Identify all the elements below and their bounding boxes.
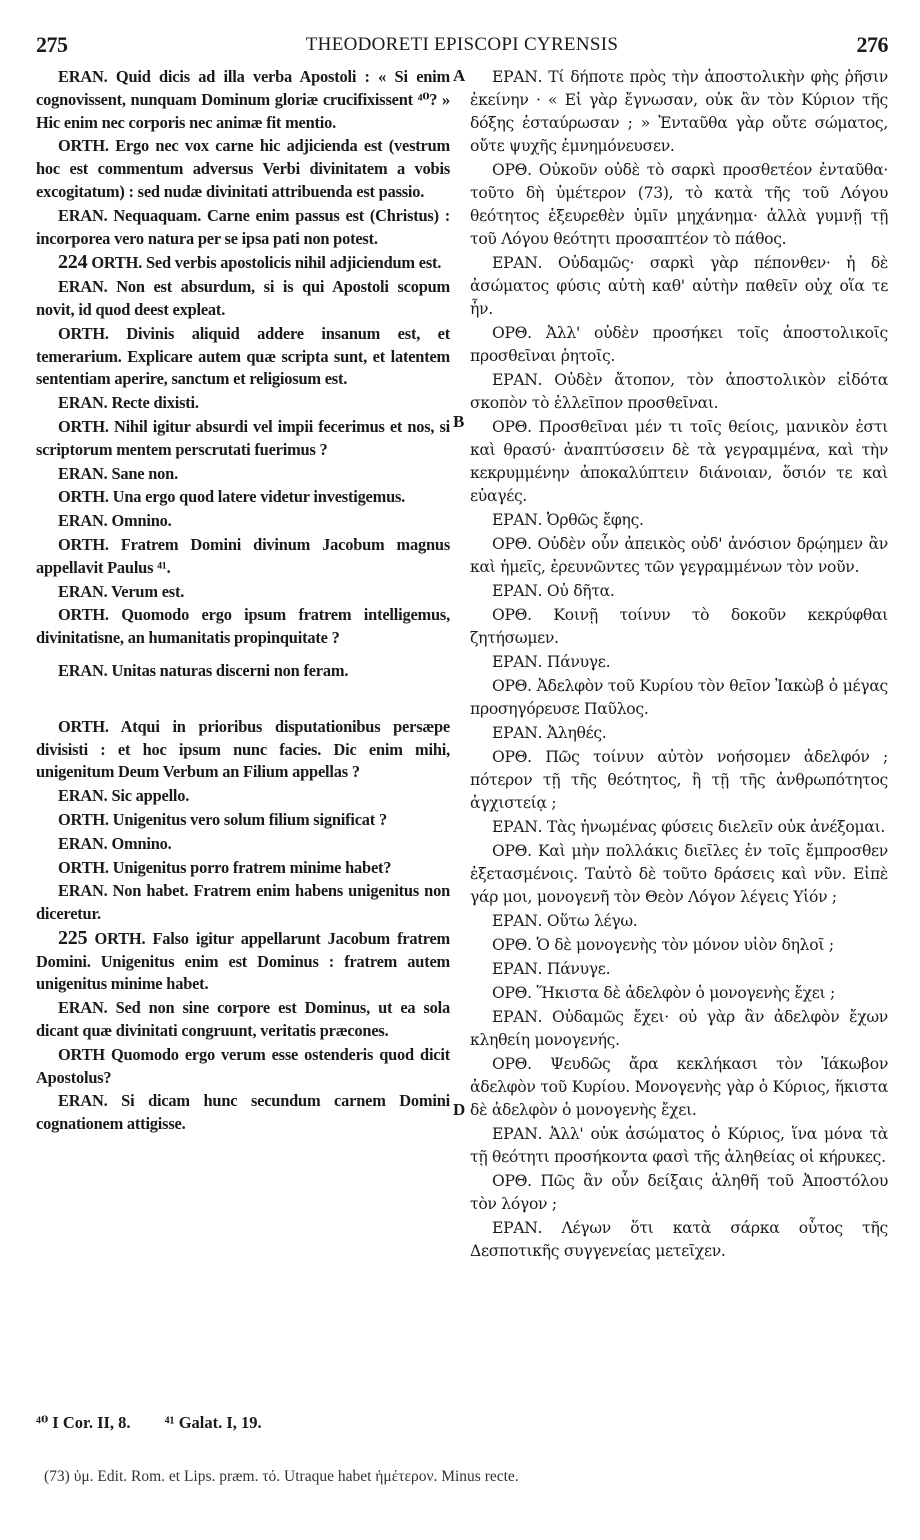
greek-para: ΟΡΘ. Κοινῇ τοίνυν τὸ δοκοῦν κεκρύφθαι ζητήσωμεν. <box>470 606 888 647</box>
greek-para: ΕΡΑΝ. Τὰς ἡνωμένας φύσεις διελεῖν οὐκ ἀνέξομαι. <box>492 818 886 836</box>
section-number: 224 <box>58 251 88 274</box>
latin-para: ORTH. Unigenitus vero solum filium significat ? <box>58 809 387 829</box>
footnotes <box>36 1413 888 1433</box>
margin-letter-d: D <box>453 1100 466 1119</box>
latin-para: ORTH. Nihil igitur absurdi vel impii fecerimus et nos, si scriptorum mentem perscrutati fuerimus ? <box>36 416 450 459</box>
greek-para: ΕΡΑΝ. Πάνυγε. <box>492 653 611 671</box>
greek-para: ΕΡΑΝ. Πάνυγε. <box>492 960 611 978</box>
latin-para: ERAN. Nequaquam. Carne enim passus est (Christus) : incorporea vero natura per se ipsa pati non potest. <box>36 205 450 248</box>
latin-para: ERAN. Recte dixisti. <box>58 393 199 413</box>
greek-column <box>470 66 888 1264</box>
latin-para <box>36 251 450 275</box>
greek-para: ΟΡΘ. Οὐδὲν οὖν ἀπεικὸς οὐδ' ἀνόσιον δρῴημεν ἂν καὶ ἡμεῖς, ἐρευνῶντες τῶν γεγραμμένων τὸν νοῦν. <box>470 535 888 576</box>
greek-para: ΕΡΑΝ. Τί δήποτε πρὸς τὴν ἀποστολικὴν φὴς ῥῆσιν ἐκείνην · « Εἰ γὰρ ἔγνωσαν, οὐκ ἂν τὸν Κύριον τῆς δόξης ἐσταύρωσαν ; » Ἐνταῦθα γὰρ οὔτε σώματος, οὔτε ψυχῆς ἐμνημόνευσεν. <box>470 68 888 155</box>
greek-para: ΕΡΑΝ. Οὐδὲν ἄτοπον, τὸν ἀποστολικὸν εἰδότα σκοπὸν τὸ ἐλλεῖπον προσθεῖναι. <box>470 371 888 412</box>
latin-para: ERAN. Omnino. <box>58 511 172 531</box>
greek-para: ΕΡΑΝ. Οὕτω λέγω. <box>492 912 638 930</box>
footnote: ⁴⁰ I Cor. II, 8. <box>36 1413 131 1432</box>
latin-para: ERAN. Sane non. <box>58 463 178 483</box>
running-title: THEODORETI EPISCOPI CYRENSIS <box>305 34 619 55</box>
left-page-number: 275 <box>36 32 68 57</box>
greek-para: ΕΡΑΝ. Ὀρθῶς ἔφης. <box>492 511 644 529</box>
latin-para: ORTH. Una ergo quod latere videtur investigemus. <box>58 487 406 507</box>
latin-para: ERAN. Unitas naturas discerni non feram. <box>58 660 349 680</box>
greek-para: ΕΡΑΝ. Οὐδαμῶς· σαρκὶ γὰρ πέπονθεν· ἡ δὲ ἀσώματος φύσις αὐτὴ καθ' αὑτὴν παθεῖν οὐχ οἵα τε ἦν. <box>470 254 888 318</box>
margin-letter-a: A <box>453 66 466 85</box>
greek-para: ΟΡΘ. Ἀδελφὸν τοῦ Κυρίου τὸν θεῖον Ἰακὼβ ὁ μέγας προσηγόρευσε Παῦλος. <box>470 677 888 718</box>
latin-para: ORTH Quomodo ergo verum esse ostenderis quod dicit Apostolus? <box>36 1044 450 1087</box>
right-page-number: 276 <box>856 32 888 57</box>
latin-para: ORTH. Ergo nec vox carne hic adjicienda est (vestrum hoc est commentum adversus Verbi divinitatem a vobis excogitatum) : sed nudæ divinitati attribuenda est passio. <box>36 136 450 201</box>
latin-para: ERAN. Sic appello. <box>58 786 190 806</box>
spacer <box>36 651 450 660</box>
greek-para: ΟΡΘ. Ψευδῶς ἄρα κεκλήκασι τὸν Ἰάκωβον ἀδελφὸν τοῦ Κυρίου. Μονογενὴς γὰρ ὁ Κύριος, ἥκιστα δὲ ἀδελφὸν ὁ μονογενὴς ἔχει. <box>470 1055 888 1119</box>
latin-para: ERAN. Quid dicis ad illa verba Apostoli : « Si enim cognovissent, nunquam Dominum gloriæ crucifixissent ⁴⁰? » Hic enim nec corporis nec animæ fit mentio. <box>36 67 450 132</box>
latin-para: ERAN. Verum est. <box>58 581 185 601</box>
greek-para: ΟΡΘ. Ἥκιστα δὲ ἀδελφὸν ὁ μονογενὴς ἔχει ; <box>492 984 835 1002</box>
greek-para: ΟΡΘ. Ὁ δὲ μονογενὴς τὸν μόνον υἱὸν δηλοῖ ; <box>492 936 834 954</box>
greek-para: ΕΡΑΝ. Ἀλλ' οὐκ ἀσώματος ὁ Κύριος, ἵνα μόνα τὰ τῇ θεότητι προσήκοντα φασὶ τῆς ἀληθείας οἱ κήρυκες. <box>470 1125 888 1166</box>
section-number: 225 <box>58 926 88 949</box>
greek-para: ΟΡΘ. Προσθεῖναι μέν τι τοῖς θείοις, μανικὸν ἐστι καὶ θρασύ· ἀναπτύσσειν δὲ τὰ γεγραμμένα, καὶ τὴν κεκρυμμένην ἀποκαλύπτειν διάνοιαν, ὅσιόν τε καὶ εὐαγές. <box>470 418 888 505</box>
latin-para: ORTH. Fratrem Domini divinum Jacobum magnus appellavit Paulus ⁴¹. <box>36 534 450 577</box>
latin-para: ORTH. Atqui in prioribus disputationibus persæpe divisisti : et hoc ipsum nunc facies. Dic enim mihi, unigenitum Deum Verbum an Filium appellas ? <box>36 716 450 782</box>
latin-para: ERAN. Si dicam hunc secundum carnem Domini cognationem attigisse. <box>36 1091 450 1134</box>
margin-letter-b: B <box>453 412 465 431</box>
greek-para: ΟΡΘ. Πῶς τοίνυν αὐτὸν νοήσομεν ἀδελφόν ; πότερον τῇ τῆς θεότητος, ἢ τῇ τῆς ἀνθρωπότητος ἀγχιστείᾳ ; <box>470 748 888 812</box>
greek-para: ΟΡΘ. Οὐκοῦν οὐδὲ τὸ σαρκὶ προσθετέον ἐνταῦθα· τοῦτο δὴ ὑμέτερον (73), τὸ κατὰ τῆς τοῦ Λόγου θεότητος ἐξευρεθὲν ὑμῖν μηχάνημα· ἀλλὰ γυμνῇ τῇ τοῦ Λόγου θεότητι προσαπτέον τὸ πάθος. <box>470 161 888 248</box>
latin-para: ORTH. Divinis aliquid addere insanum est, et temerarium. Explicare autem quæ scripta sunt, et latentem sententiam aperire, sanctum et religiosum est. <box>36 323 450 389</box>
greek-para: ΟΡΘ. Καὶ μὴν πολλάκις διεῖλες ἐν τοῖς ἔμπροσθεν ἐξετασμένοις. Ταὐτὸ δὲ τοῦτο δράσεις καὶ νῦν. Εἰπὲ γάρ μοι, μονογενῆ τὸν Θεὸν Λόγον λέγεις Υἱόν ; <box>470 842 888 906</box>
latin-para: ERAN. Non est absurdum, si is qui Apostoli scopum novit, id quod deest expleat. <box>36 277 450 319</box>
spacer <box>36 684 450 716</box>
latin-para: ERAN. Omnino. <box>58 833 172 853</box>
latin-para <box>36 927 450 996</box>
latin-para-text: ORTH. Falso igitur appellarunt Jacobum fratrem Domini. Unigenitus enim est Dominus : fratrem autem unigenitus minime habet. <box>36 928 450 994</box>
editorial-note: (73) ὑμ. Edit. Rom. et Lips. præm. τό. Utraque habet ἡμέτερον. Minus recte. <box>44 1468 519 1485</box>
page-header <box>36 32 888 62</box>
greek-para: ΕΡΑΝ. Ἀληθές. <box>492 724 607 742</box>
greek-para: ΟΡΘ. Πῶς ἂν οὖν δείξαις ἀληθῆ τοῦ Ἀποστόλου τὸν λόγον ; <box>470 1172 888 1213</box>
latin-para: ERAN. Sed non sine corpore est Dominus, ut ea sola dicant quæ divinitati congruunt, veritatis præcones. <box>36 998 450 1041</box>
latin-para: ERAN. Non habet. Fratrem enim habens unigenitus non diceretur. <box>36 881 450 924</box>
latin-para: ORTH. Quomodo ergo ipsum fratrem intelligemus, divinitatisne, an humanitatis propinquitate ? <box>36 605 450 648</box>
latin-para: ORTH. Unigenitus porro fratrem minime habet? <box>58 857 392 877</box>
latin-para-text: ORTH. Sed verbis apostolicis nihil adjiciendum est. <box>91 253 442 273</box>
greek-para: ΕΡΑΝ. Λέγων ὅτι κατὰ σάρκα οὗτος τῆς Δεσποτικῆς συγγενείας μετεῖχεν. <box>470 1219 888 1260</box>
greek-para: ΕΡΑΝ. Οὐδαμῶς ἔχει· οὐ γὰρ ἂν ἀδελφὸν ἔχων κληθείη μονογενής. <box>470 1008 888 1049</box>
latin-column <box>36 66 450 1137</box>
greek-para: ΕΡΑΝ. Οὐ δῆτα. <box>492 582 615 600</box>
greek-para: ΟΡΘ. Ἀλλ' οὐδὲν προσήκει τοῖς ἀποστολικοῖς προσθεῖναι ῥητοῖς. <box>470 324 888 365</box>
footnote: ⁴¹ Galat. I, 19. <box>164 1413 262 1432</box>
